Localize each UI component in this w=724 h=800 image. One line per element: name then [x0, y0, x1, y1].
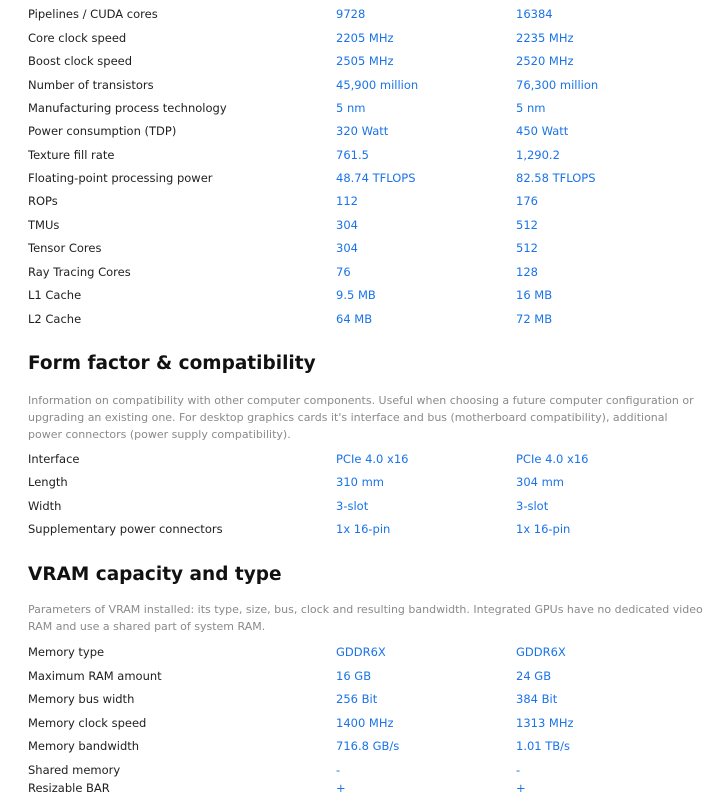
spec-value-gpu2[interactable]: 24 GB — [516, 669, 552, 683]
spec-label: Number of transistors — [28, 78, 154, 92]
spec-row — [0, 237, 724, 260]
spec-value-gpu1[interactable]: 320 Watt — [336, 124, 389, 138]
spec-value-gpu1[interactable]: 5 nm — [336, 101, 366, 115]
spec-row — [0, 3, 724, 26]
spec-value-gpu1[interactable]: 48.74 TFLOPS — [336, 171, 416, 185]
spec-value-gpu2[interactable]: 304 mm — [516, 475, 565, 489]
spec-label: TMUs — [28, 218, 60, 232]
spec-label: Core clock speed — [28, 31, 127, 45]
spec-value-gpu2[interactable]: + — [516, 781, 526, 795]
spec-label: Floating-point processing power — [28, 171, 213, 185]
spec-value-gpu1[interactable]: 76 — [336, 265, 351, 279]
spec-label: L2 Cache — [28, 312, 82, 326]
spec-value-gpu2[interactable]: 76,300 million — [516, 78, 599, 92]
spec-label: Power consumption (TDP) — [28, 124, 177, 138]
spec-value-gpu2[interactable]: 128 — [516, 265, 538, 279]
spec-value-gpu1[interactable]: 761.5 — [336, 148, 369, 162]
spec-label: Manufacturing process technology — [28, 101, 227, 115]
spec-row — [0, 712, 724, 735]
spec-row — [0, 284, 724, 307]
section-description-vram: Parameters of VRAM installed: its type, size, bus, clock and resulting bandwidth. Integrated GPUs have no dedicated video RAM and use a shared part of system RAM. — [28, 603, 703, 633]
spec-row — [0, 190, 724, 213]
spec-value-gpu1[interactable]: 64 MB — [336, 312, 373, 326]
spec-value-gpu1[interactable]: 256 Bit — [336, 692, 378, 706]
spec-value-gpu1[interactable]: 1x 16-pin — [336, 522, 391, 536]
spec-value-gpu1[interactable]: 304 — [336, 241, 358, 255]
spec-label: Boost clock speed — [28, 54, 133, 68]
spec-row — [0, 735, 724, 758]
spec-row — [0, 495, 724, 518]
spec-row — [0, 50, 724, 73]
spec-row — [0, 518, 724, 541]
spec-value-gpu1[interactable]: 3-slot — [336, 499, 369, 513]
spec-value-gpu2[interactable]: 82.58 TFLOPS — [516, 171, 596, 185]
spec-value-gpu2[interactable]: 5 nm — [516, 101, 546, 115]
spec-label: Length — [28, 475, 68, 489]
spec-row — [0, 144, 724, 167]
spec-label: Memory bus width — [28, 692, 135, 706]
spec-value-gpu1[interactable]: 45,900 million — [336, 78, 419, 92]
section-description-form-factor: Information on compatibility with other computer components. Useful when choosing a future computer configuration or upgrading an existing one. For desktop graphics cards it's interface and bus (motherboard compatibility), additional power connectors (power supply compatibility). — [28, 394, 694, 441]
spec-label: Memory bandwidth — [28, 739, 140, 753]
spec-label: L1 Cache — [28, 288, 82, 302]
spec-value-gpu1[interactable]: 1400 MHz — [336, 716, 394, 730]
spec-value-gpu1[interactable]: PCIe 4.0 x16 — [336, 452, 409, 466]
spec-value-gpu2[interactable]: 72 MB — [516, 312, 553, 326]
spec-value-gpu1[interactable]: 16 GB — [336, 669, 372, 683]
spec-value-gpu1[interactable]: + — [336, 781, 346, 795]
spec-value-gpu2[interactable]: 16 MB — [516, 288, 553, 302]
spec-value-gpu2[interactable]: - — [516, 763, 521, 777]
spec-value-gpu1[interactable]: GDDR6X — [336, 645, 386, 659]
spec-value-gpu2[interactable]: 3-slot — [516, 499, 549, 513]
spec-value-gpu2[interactable]: 1.01 TB/s — [516, 739, 571, 753]
spec-label: Memory clock speed — [28, 716, 147, 730]
spec-row — [0, 641, 724, 664]
spec-value-gpu2[interactable]: 1x 16-pin — [516, 522, 571, 536]
spec-value-gpu1[interactable]: 2205 MHz — [336, 31, 394, 45]
spec-value-gpu1[interactable]: 716.8 GB/s — [336, 739, 400, 753]
spec-row — [0, 97, 724, 120]
section-heading-form-factor: Form factor & compatibility — [28, 353, 316, 374]
spec-value-gpu1[interactable]: 2505 MHz — [336, 54, 394, 68]
spec-row — [0, 167, 724, 190]
spec-row — [0, 777, 724, 800]
spec-label: Width — [28, 499, 62, 513]
spec-row — [0, 471, 724, 494]
spec-value-gpu2[interactable]: 450 Watt — [516, 124, 569, 138]
spec-value-gpu2[interactable]: 16384 — [516, 7, 553, 21]
spec-value-gpu1[interactable]: 9.5 MB — [336, 288, 376, 302]
spec-value-gpu2[interactable]: GDDR6X — [516, 645, 566, 659]
spec-label: Interface — [28, 452, 80, 466]
spec-row — [0, 74, 724, 97]
spec-value-gpu2[interactable]: 1313 MHz — [516, 716, 574, 730]
spec-label: Tensor Cores — [28, 241, 102, 255]
spec-label: Memory type — [28, 645, 105, 659]
spec-value-gpu2[interactable]: 2520 MHz — [516, 54, 574, 68]
spec-value-gpu1[interactable]: 9728 — [336, 7, 366, 21]
spec-value-gpu2[interactable]: 384 Bit — [516, 692, 558, 706]
spec-value-gpu2[interactable]: 2235 MHz — [516, 31, 574, 45]
spec-row — [0, 27, 724, 50]
spec-value-gpu1[interactable]: 310 mm — [336, 475, 385, 489]
spec-row — [0, 448, 724, 471]
spec-label: ROPs — [28, 194, 58, 208]
spec-row — [0, 261, 724, 284]
spec-row — [0, 308, 724, 331]
spec-label: Resizable BAR — [28, 781, 110, 795]
spec-label: Pipelines / CUDA cores — [28, 7, 158, 21]
spec-label: Ray Tracing Cores — [28, 265, 131, 279]
spec-value-gpu2[interactable]: 1,290.2 — [516, 148, 560, 162]
spec-row — [0, 214, 724, 237]
spec-value-gpu2[interactable]: 512 — [516, 241, 538, 255]
spec-label: Shared memory — [28, 763, 121, 777]
spec-value-gpu1[interactable]: 112 — [336, 194, 358, 208]
spec-label: Maximum RAM amount — [28, 669, 162, 683]
section-heading-vram: VRAM capacity and type — [28, 564, 282, 585]
spec-row — [0, 665, 724, 688]
spec-value-gpu2[interactable]: 176 — [516, 194, 538, 208]
spec-label: Texture fill rate — [28, 148, 115, 162]
spec-value-gpu1[interactable]: 304 — [336, 218, 358, 232]
spec-label: Supplementary power connectors — [28, 522, 223, 536]
spec-row — [0, 688, 724, 711]
spec-value-gpu1[interactable]: - — [336, 763, 341, 777]
spec-row — [0, 120, 724, 143]
spec-value-gpu2[interactable]: PCIe 4.0 x16 — [516, 452, 589, 466]
spec-value-gpu2[interactable]: 512 — [516, 218, 538, 232]
